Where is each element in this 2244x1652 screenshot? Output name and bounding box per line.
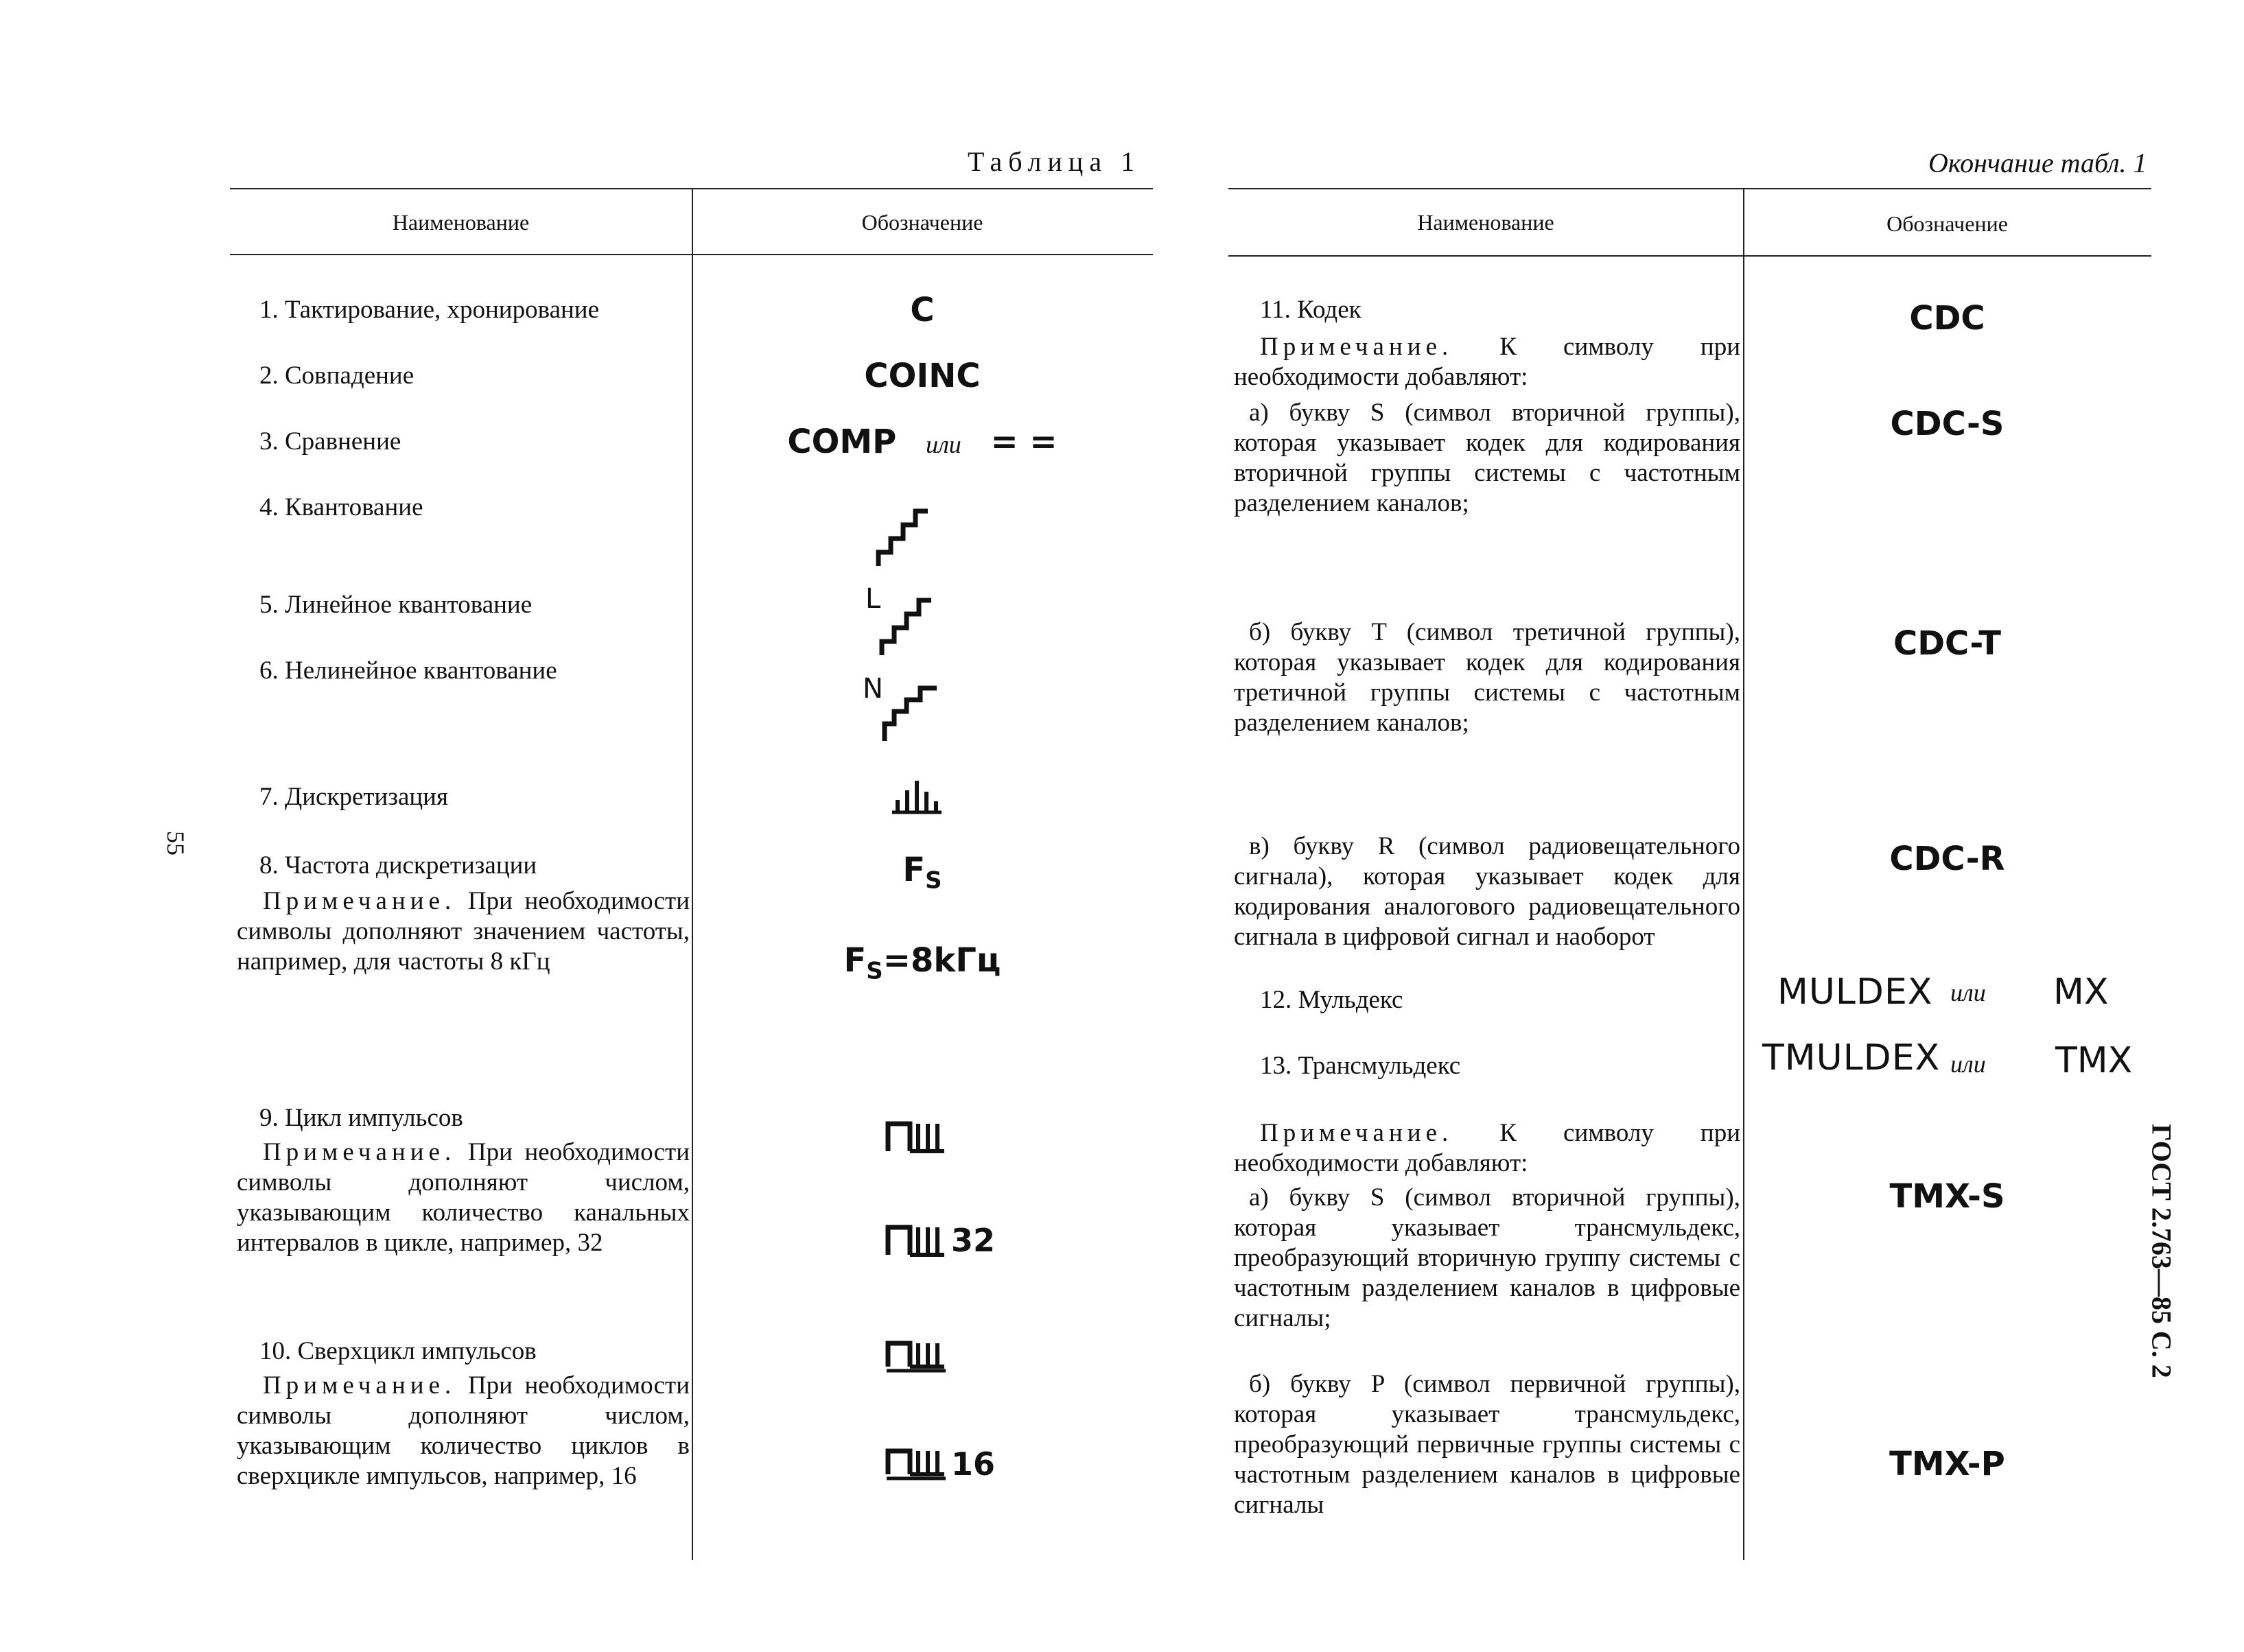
row-10-note — [237, 1371, 690, 1491]
row-13-symbol-b: TMX — [2055, 1040, 2133, 1081]
row-11-name: 11. Кодек — [1260, 296, 1361, 324]
pulse-supercycle-icon — [885, 1339, 947, 1373]
row-10-note-label: Примечание. — [263, 1371, 456, 1400]
right-header-name: Наименование — [1417, 210, 1554, 235]
row-2-symbol: COINC — [864, 357, 981, 395]
row-11-c-text: в) букву R (символ радиовещательного сигнала), которая указывает кодек для кодирования аналогового радиовещательного сигнала в цифровой сигнал и наоборот — [1234, 832, 1740, 951]
row-8-note-text: При необходимости символы дополняют значением частоты, например, для частоты 8 кГц — [237, 887, 690, 976]
row-3-symbol-equals: = = — [990, 423, 1057, 461]
row-3-or: или — [926, 431, 961, 458]
pulse-supercycle-example-icon — [885, 1447, 947, 1481]
row-7-name: 7. Дискретизация — [259, 783, 448, 811]
row-10-note-text: При необходимости символы дополняют числом, указывающим количество циклов в сверхцикле импульсов, например, 16 — [237, 1371, 690, 1490]
row-13-note-label: Примечание. — [1260, 1119, 1453, 1147]
pulse-cycle-icon — [885, 1120, 947, 1154]
row-9-note-label: Примечание. — [263, 1138, 456, 1166]
sampling-pulses-icon — [889, 774, 944, 815]
left-header-symbol: Обозначение — [861, 210, 983, 235]
row-13-or: или — [1950, 1050, 1986, 1078]
row-1-symbol: C — [910, 291, 935, 329]
row-12-name: 12. Мульдекс — [1260, 986, 1403, 1014]
row-9-note — [237, 1137, 690, 1258]
row-13-note — [1234, 1118, 1740, 1179]
row-11-a-text: а) букву S (символ вторичной группы), которая указывает кодек для кодирования вторичной группы системы с частотным разделением каналов; — [1234, 399, 1740, 517]
row-11-note-text: К символу при необходимости добавляют: — [1234, 333, 1740, 391]
pulse-cycle-example-icon — [885, 1223, 947, 1258]
row-11-note — [1234, 332, 1740, 392]
row-8-symbol-sub: S — [925, 866, 942, 895]
left-header-name: Наименование — [392, 210, 530, 235]
row-8-note — [237, 886, 690, 977]
row-13-b-text: б) букву P (символ первичной группы), которая указывает трансмульдекс, преобразующий первичные группы системы с частотным разделением каналов в цифровые сигналы — [1234, 1370, 1740, 1519]
row-11-a-symbol: CDC-S — [1890, 405, 2005, 443]
row-9-example-number: 32 — [951, 1222, 996, 1259]
nonlinear-quantization-icon — [861, 669, 950, 744]
row-13-a-symbol: TMX-S — [1889, 1177, 2005, 1216]
row-13-b-symbol: TMX-P — [1889, 1445, 2005, 1483]
right-table-title: Окончание табл. 1 — [1928, 148, 2147, 178]
row-11-note-label: Примечание. — [1260, 333, 1453, 361]
row-8-example-main: F — [843, 941, 867, 980]
right-header-bottom-rule — [1228, 255, 2151, 257]
row-9-note-text: При необходимости символы дополняют числом, указывающим количество канальных интервалов в цикле, например, 32 — [237, 1138, 690, 1257]
row-2-name: 2. Совпадение — [259, 362, 414, 390]
row-8-symbol — [692, 851, 1153, 895]
row-9-name: 9. Цикл импульсов — [259, 1104, 463, 1132]
row-8-symbol-main: F — [902, 851, 926, 889]
row-11-b-symbol: CDC-T — [1893, 624, 2001, 663]
staircase-icon — [872, 501, 940, 569]
row-13-note-text: К символу при необходимости добавляют: — [1234, 1119, 1740, 1177]
row-8-example-rest: =8kГц — [883, 941, 1001, 980]
row-12-or: или — [1950, 979, 1986, 1006]
row-3-name: 3. Сравнение — [259, 427, 401, 456]
row-11-symbol: CDC — [1909, 299, 1985, 338]
row-3-symbol — [692, 423, 1153, 461]
row-12-symbol-a: MULDEX — [1777, 971, 1933, 1013]
linear-quantization-icon — [861, 583, 950, 659]
row-10-name: 10. Сверхцикл импульсов — [259, 1337, 537, 1365]
row-4-name: 4. Квантование — [259, 493, 423, 521]
row-5-name: 5. Линейное квантование — [259, 591, 533, 619]
page-number: 55 — [162, 831, 189, 856]
left-table-title: Таблица 1 — [968, 146, 1141, 177]
row-8-note-label: Примечание. — [263, 887, 456, 915]
row-8-name: 8. Частота дискретизации — [259, 851, 537, 880]
right-header-top-rule — [1228, 188, 2151, 189]
nonlinear-quantization-letter: N — [863, 673, 883, 705]
linear-quantization-letter: L — [865, 583, 881, 615]
row-1-name: 1. Тактирование, хронирование — [259, 296, 600, 324]
row-10-example-number: 16 — [951, 1446, 996, 1483]
row-13-name: 13. Трансмульдекс — [1260, 1052, 1461, 1080]
row-13-a-text: а) букву S (символ вторичной группы), которая указывает трансмульдекс, преобразующий вторичную группу системы с частотным разделением каналов в цифровые сигналы; — [1234, 1183, 1740, 1332]
right-header-symbol: Обозначение — [1886, 211, 2008, 236]
row-8-example — [692, 941, 1153, 985]
row-10-example — [885, 1445, 995, 1483]
document-id: ГОСТ 2.763—85 С. 2 — [2146, 1124, 2177, 1378]
row-11-c-symbol: CDC-R — [1889, 840, 2005, 878]
row-6-name: 6. Нелинейное квантование — [259, 657, 557, 685]
row-3-symbol-comp: COMP — [787, 423, 897, 461]
row-13-symbol-a: TMULDEX — [1762, 1037, 1941, 1078]
row-12-symbol-b: MX — [2053, 971, 2109, 1013]
row-11-b-text: б) букву T (символ третичной группы), которая указывает кодек для кодирования третичной группы системы с частотным разделением каналов; — [1234, 618, 1740, 737]
row-8-example-sub: S — [866, 957, 883, 985]
row-9-example — [885, 1221, 995, 1260]
